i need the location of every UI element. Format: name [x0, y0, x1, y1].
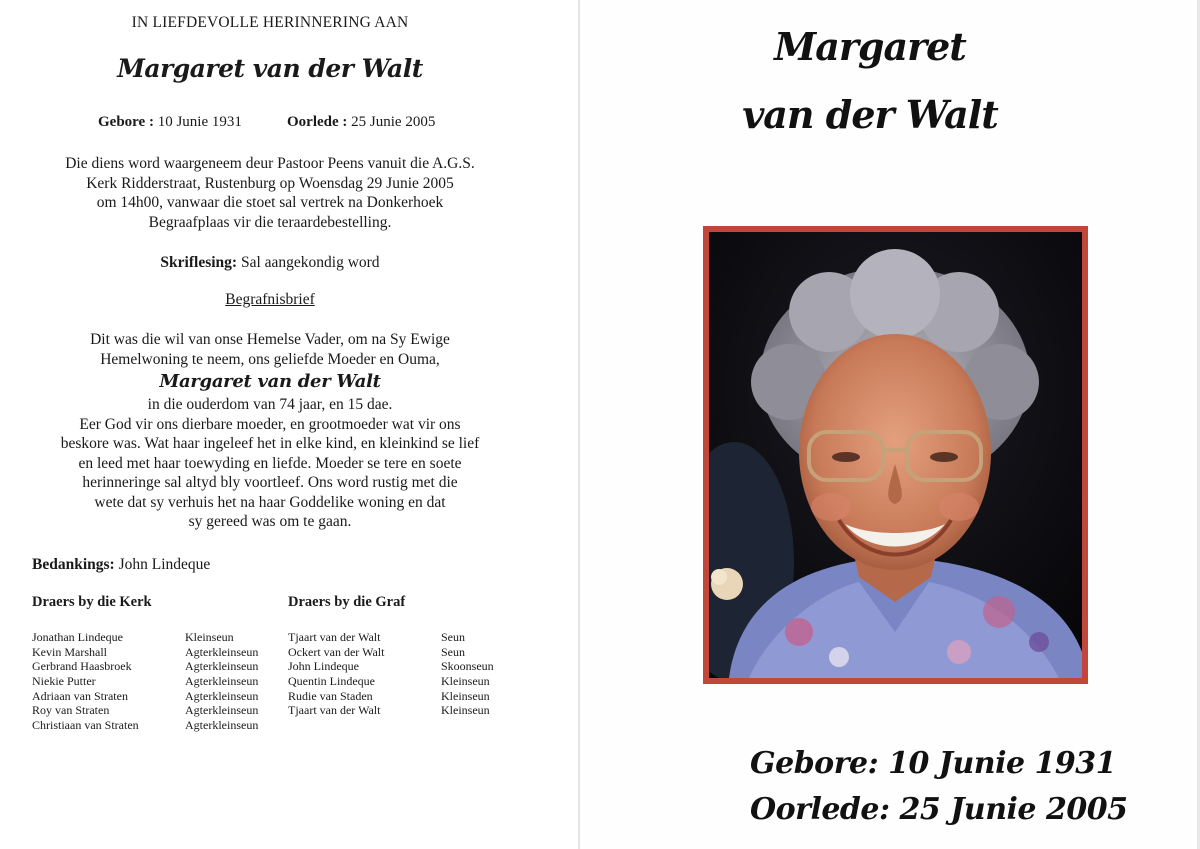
bearer-row: [288, 659, 494, 674]
bearer-name: Niekie Putter: [32, 674, 96, 689]
service-details: [20, 154, 520, 232]
death-date: [287, 114, 435, 131]
grave-bearers-list: [288, 630, 494, 718]
letter-line: in die ouderdom van 74 jaar, en 15 dae.: [147, 396, 393, 413]
bearer-relation: Agterkleinseun: [185, 659, 259, 674]
bearer-relation: Seun: [441, 644, 465, 659]
bearer-row: [32, 718, 258, 733]
bearer-relation: Seun: [441, 630, 465, 644]
acknowledgements: [32, 556, 210, 574]
bearer-row: [288, 703, 494, 718]
bearer-name: Adriaan van Straten: [32, 688, 128, 703]
letter-line: sy gereed was om te gaan.: [188, 513, 352, 530]
grave-bearers-title: Draers by die Graf: [288, 594, 406, 610]
birth-date: [98, 114, 242, 131]
bearer-row: [32, 659, 258, 674]
bearer-row: [32, 703, 258, 718]
letter-line: beskore was. Wat haar ingeleef het in elke kind, en kleinkind se lief: [60, 435, 480, 452]
service-line: om 14h00, vanwaar die stoet sal vertrek na Donkerhoek: [96, 194, 444, 211]
bearer-relation: Kleinseun: [441, 674, 490, 689]
service-line: Die diens word waargeneem deur Pastoor Peens vanuit die A.G.S.: [65, 155, 475, 172]
bearer-name: Ockert van der Walt: [288, 644, 385, 659]
letter-line: Dit was die wil van onse Hemelse Vader, om na Sy Ewige: [90, 331, 450, 348]
bearer-relation: Kleinseun: [441, 688, 490, 703]
portrait-photo: [709, 232, 1082, 678]
bearer-relation: Agterkleinseun: [185, 688, 259, 703]
bearer-name: Kevin Marshall: [32, 644, 107, 659]
letter-title: Begrafnisbrief: [225, 291, 315, 308]
bearer-name: Quentin Lindeque: [288, 674, 375, 689]
service-line: Kerk Ridderstraat, Rustenburg op Woensdag 29 Junie 2005: [86, 174, 454, 192]
bearer-name: John Lindeque: [288, 659, 359, 674]
bearer-relation: Agterkleinseun: [185, 644, 259, 659]
inner-page: [0, 0, 578, 849]
letter-name: Margaret van der Walt: [159, 371, 381, 392]
deceased-name: Margaret van der Walt: [117, 54, 423, 83]
church-bearers-title: Draers by die Kerk: [32, 594, 152, 610]
bearer-name: Tjaart van der Walt: [288, 630, 381, 644]
portrait-illustration: [709, 232, 1082, 678]
bearer-row: [288, 674, 494, 689]
birth-value: 10 Junie 1931: [157, 114, 242, 130]
bearer-row: [32, 645, 258, 660]
letter-line: herinneringe sal altyd bly voortleef. Ons word rustig met die: [82, 474, 458, 491]
funeral-letter: [10, 330, 530, 532]
bearer-name: Rudie van Staden: [288, 688, 373, 703]
letter-line: en leed met haar toewyding en liefde. Moeder se tere en soete: [78, 454, 462, 472]
death-label: Oorlede :: [287, 114, 348, 130]
service-line: Begraafplaas vir die teraardebestelling.: [148, 213, 392, 231]
bearer-relation: Agterkleinseun: [185, 674, 259, 689]
bearer-row: [288, 689, 494, 704]
cover-death-date: Oorlede: 25 Junie 2005: [750, 792, 1128, 827]
bearer-row: [32, 630, 258, 645]
portrait-frame: [703, 226, 1088, 684]
bearer-name: Gerbrand Haasbroek: [32, 659, 132, 674]
bearer-relation: Kleinseun: [185, 630, 234, 644]
death-value: 25 Junie 2005: [351, 114, 436, 130]
scripture-label: Skriflesing:: [160, 254, 238, 271]
letter-line: wete dat sy verhuis het na haar Goddelike woning en dat: [94, 493, 446, 511]
bearer-name: Roy van Straten: [32, 703, 110, 718]
bearer-row: [32, 674, 258, 689]
memorial-heading: IN LIEFDEVOLLE HERINNERING AAN: [131, 14, 409, 31]
cover-page: [580, 0, 1200, 849]
bearer-relation: Kleinseun: [441, 703, 490, 718]
bearer-relation: Agterkleinseun: [185, 703, 259, 718]
church-bearers-list: [32, 630, 258, 733]
bearer-relation: Agterkleinseun: [185, 718, 259, 733]
thanks-value: John Lindeque: [118, 556, 211, 573]
birth-label: Gebore :: [98, 114, 154, 130]
scripture-value: Sal aangekondig word: [240, 254, 380, 271]
bearer-row: [32, 689, 258, 704]
bearer-row: [288, 645, 494, 660]
bearer-relation: Skoonseun: [441, 659, 494, 674]
letter-line: Eer God vir ons dierbare moeder, en grootmoeder wat vir ons: [79, 415, 461, 433]
cover-birth-date: Gebore: 10 Junie 1931: [750, 746, 1117, 781]
bearer-name: Christiaan van Straten: [32, 718, 139, 733]
cover-name-line2: van der Walt: [742, 92, 998, 137]
bearer-name: Jonathan Lindeque: [32, 630, 123, 644]
thanks-label: Bedankings:: [32, 556, 115, 573]
bearer-row: [288, 630, 494, 645]
bearer-name: Tjaart van der Walt: [288, 703, 381, 718]
cover-name-line1: Margaret: [774, 24, 966, 69]
letter-line: Hemelwoning te neem, ons geliefde Moeder en Ouma,: [100, 350, 440, 368]
scripture-reading: [0, 254, 540, 272]
